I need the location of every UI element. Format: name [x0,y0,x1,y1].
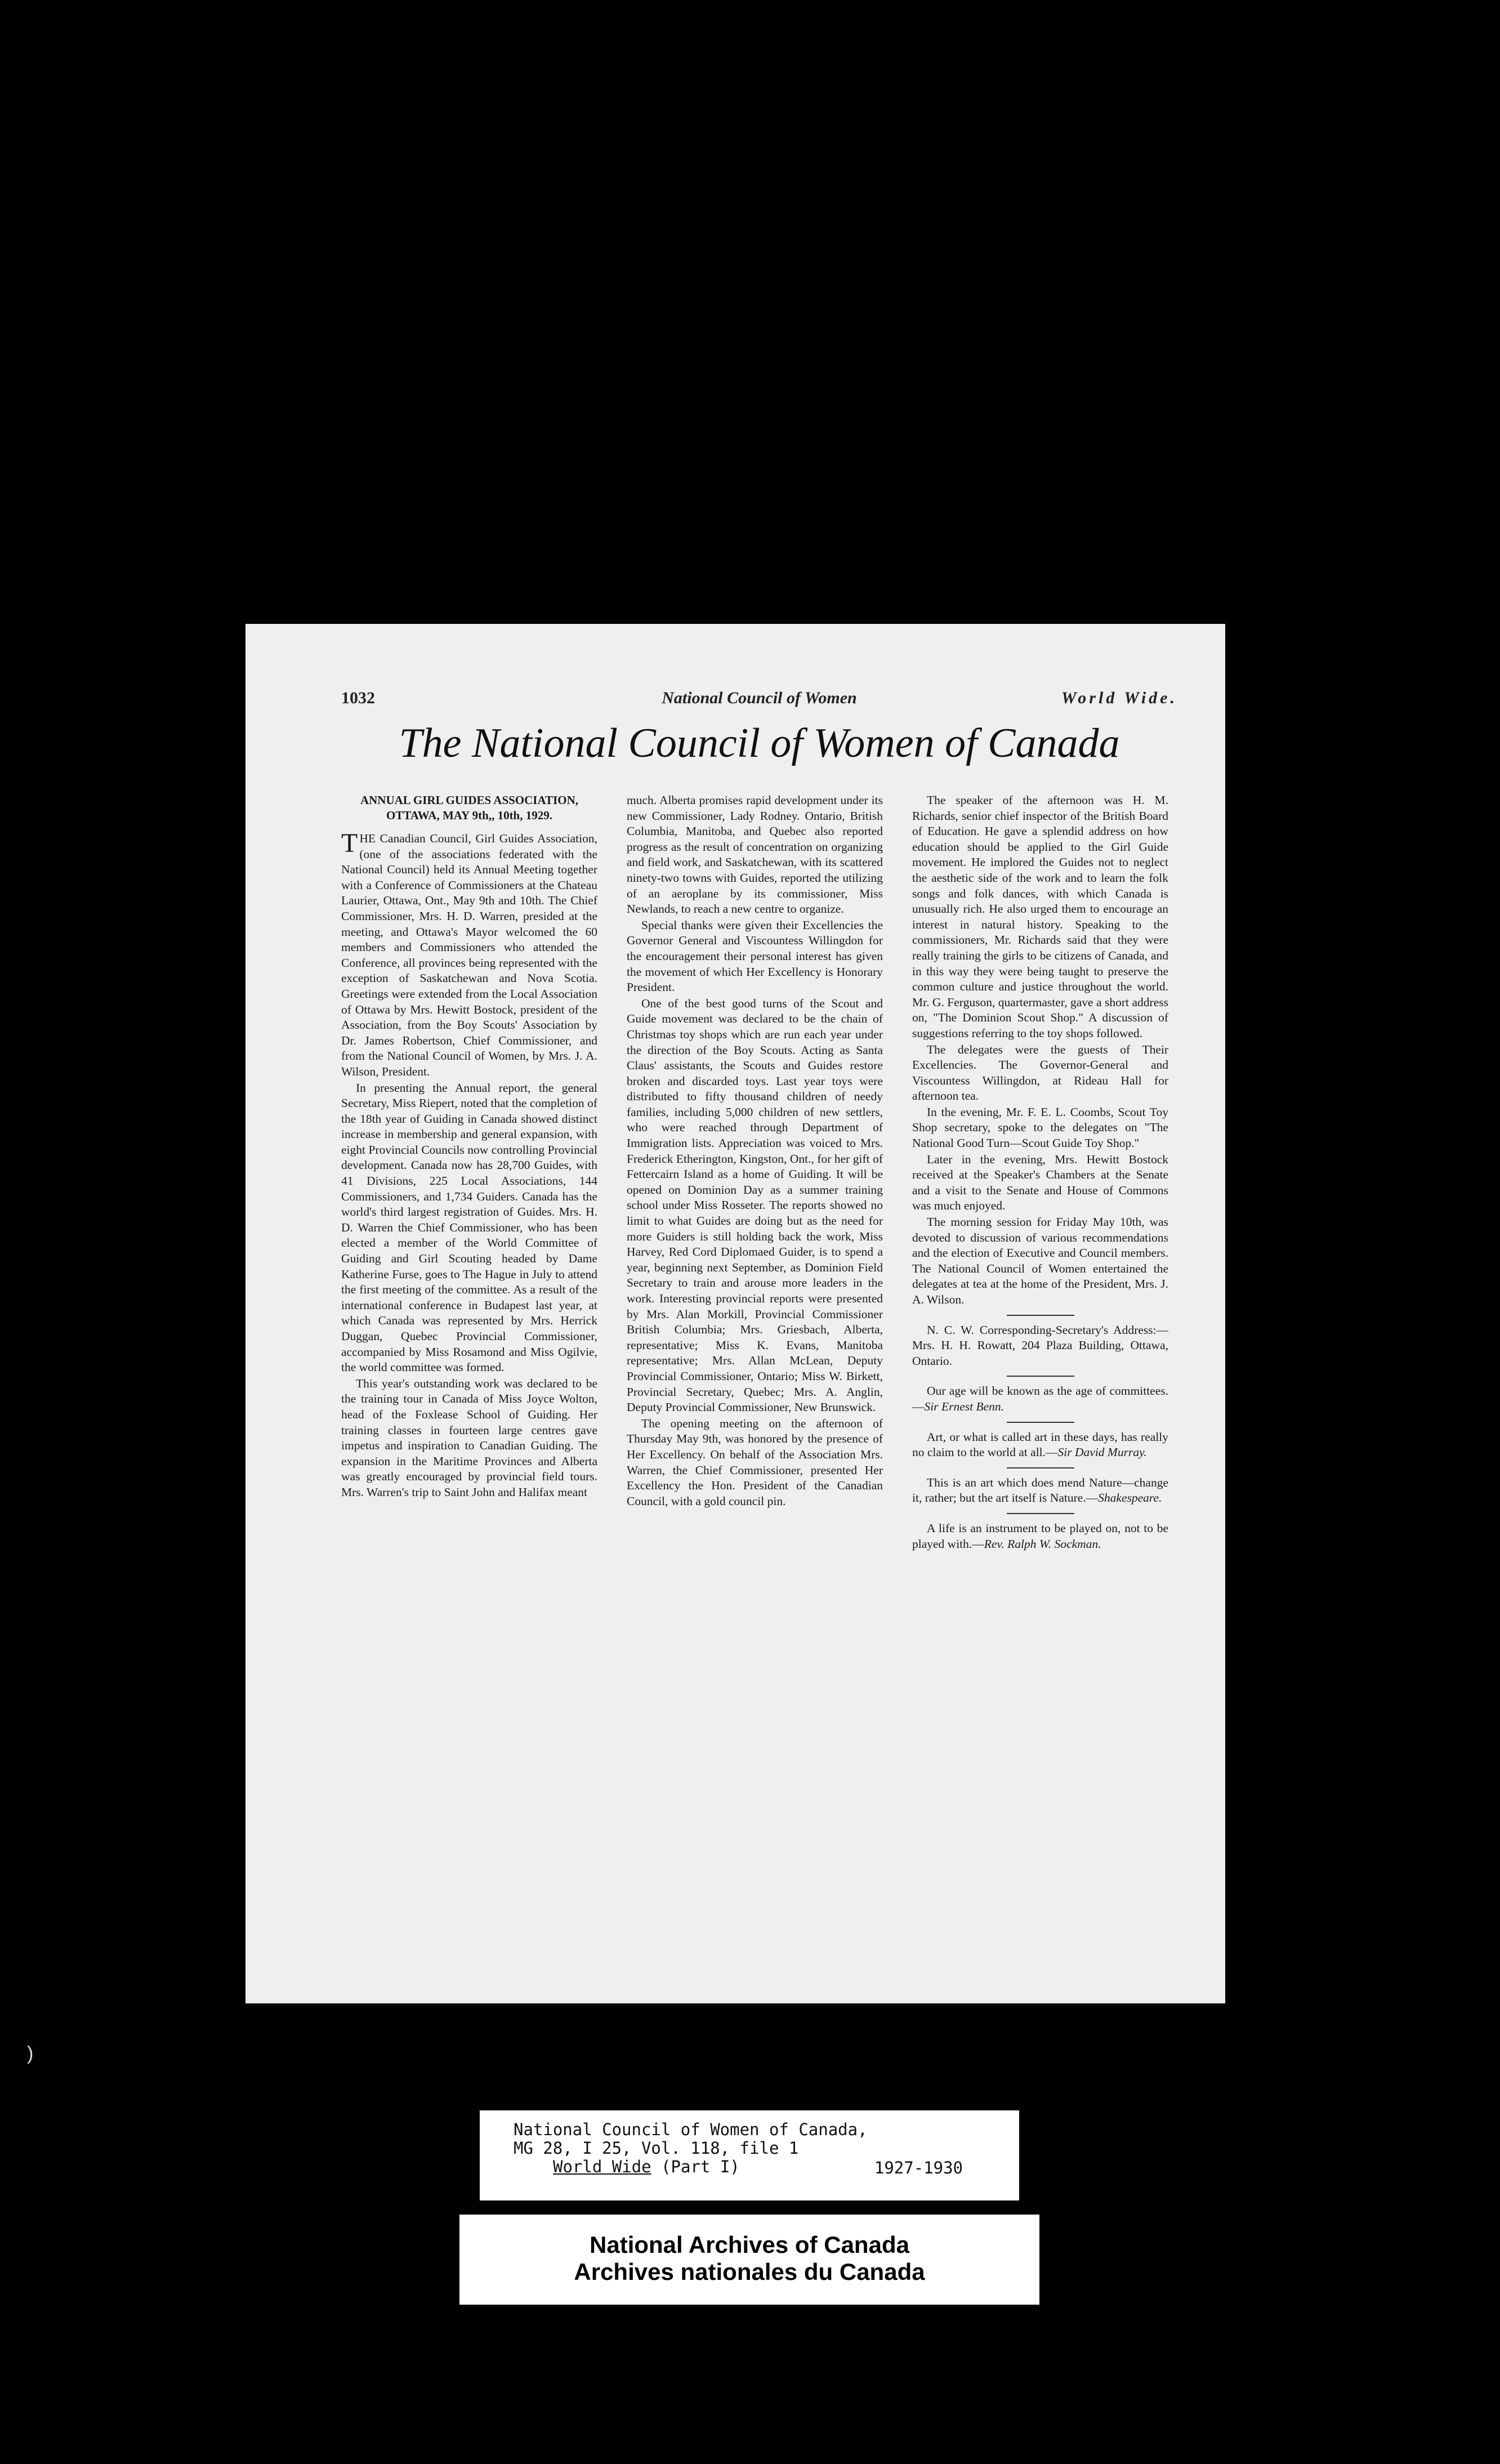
series-name: World Wide [553,2157,651,2176]
quote-attribution: Sir Ernest Benn. [924,1399,1005,1413]
label-line: MG 28, I 25, Vol. 118, file 1 [514,2139,799,2158]
page-number: 1032 [341,689,375,707]
paragraph: In presenting the Annual report, the general Secretary, Miss Riepert, noted that the completion of the 18th year of Guiding in Canada showed distinct increase in membership and general expansion, with eight Provincial Councils now controlling Provincial development. Canada now has 28,700 Guides, with 41 Divisions, 225 Local Associations, 144 Commissioners, and 1,734 Guiders. Canada has the world's third largest registration of Guides. Mrs. H. D. Warren the Chief Commissioner, who has been elected a member of the World Committee of Guiding and Girl Scouting headed by Dame Katherine Furse, goes to The Hague in July to attend the first meeting of the committee. As a result of the international conference in Budapest last year, at which Canada was represented by Mrs. Herrick Duggan, Quebec Provincial Commissioner, accompanied by Miss Rosamond and Miss Ogilvie, the world committee was formed. [341,1081,597,1374]
running-head: National Council of Women [662,689,857,707]
archive-stamp [459,2215,1039,2305]
column-1 [341,793,597,1501]
paragraph: THE Canadian Council, Girl Guides Association, (one of the associations federated with the National Council) held its Annual Meeting together with a Conference of Commissioners at the Chateau Laurier, Ottawa, Ont., May 9th and 10th. The Chief Commissioner, Mrs. H. D. Warren, presided at the meeting, and Ottawa's Mayor welcomed the 60 members and Commissioners who attended the Conference, all provinces being represented with the exception of Saskatchewan and Nova Scotia. Greetings were extended from the Local Association of Ottawa by Mrs. Hewitt Bostock, president of the Association, from the Boy Scouts' Association by Dr. James Robertson, Chief Commissioner, and from the National Council of Women, by Mrs. J. A. Wilson, President. [341,828,597,1078]
running-header [341,689,1177,715]
publication-name: World Wide. [1061,689,1177,707]
label-line: National Council of Women of Canada, [514,2120,868,2139]
paragraph: In the evening, Mr. F. E. L. Coombs, Scout Toy Shop secretary, spoke to the delegates on "The National Good Turn—Scout Guide Toy Shop." [912,1105,1168,1150]
paragraph: The opening meeting on the afternoon of Thursday May 9th, was honored by the presence of Her Excellency. On behalf of the Association Mrs. Warren, the Chief Commissioner, presented Her Excellency the Hon. President of the Canadian Council, with a gold council pin. [627,1416,883,1508]
archive-name-english: National Archives of Canada [590,2231,909,2258]
column-2 [627,793,883,1509]
paragraph: The delegates were the guests of Their Excellencies. The Governor-General and Viscountess Willingdon, at Rideau Hall for afternoon tea. [912,1042,1168,1103]
margin-mark: ) [27,2043,34,2064]
paragraph: The morning session for Friday May 10th, was devoted to discussion of various recommendations and the election of Executive and Council members. The National Council of Women entertained the delegates at tea at the home of the President, Mrs. J. A. Wilson. [912,1215,1168,1306]
series-part: (Part I) [661,2157,740,2176]
divider [1007,1513,1074,1514]
quote-attribution: Sir David Murray. [1057,1445,1147,1459]
paragraph: The speaker of the afternoon was H. M. Richards, senior chief inspector of the British Board of Education. He gave a splendid address on how education should be applied to the Girl Guide movement. He implored the Guides not to neglect the aesthetic side of the work and to learn the folk songs and folk dances, with which Canada is unusually rich. He also urged them to encourage an interest in natural history. Speaking to the commissioners, Mr. Richards said that they were really training the girls to be citizens of Canada, and in this way they were being taught to preserve the common culture and justice throughout the world. Mr. G. Ferguson, quartermaster, gave a short address on, "The Dominion Scout Shop." A discussion of suggestions referring to the toy shops followed. [912,793,1168,1040]
quote [912,1521,1168,1552]
paragraph: This year's outstanding work was declared to be the training tour in Canada of Miss Joyce Wolton, head of the Foxlease School of Guiding. Her training classes in fourteen large centres gave impetus and inspiration to Canadian Guiding. The expansion in the Maritime Provinces and Alberta was greatly encouraged by provincial field tours. Mrs. Warren's trip to Saint John and Halifax meant [341,1376,597,1499]
date-range: 1927-1930 [874,2158,963,2177]
paragraph: Special thanks were given their Excellencies the Governor General and Viscountess Willingdon for the encouragement their personal interest has given the movement of which Her Excellency is Honorary President. [627,918,883,994]
quote [912,1383,1168,1414]
quote-text: A life is an instrument to be played on, not to be played with.— [912,1521,1168,1551]
divider [1007,1315,1074,1316]
divider [1007,1376,1074,1377]
paragraph: Later in the evening, Mrs. Hewitt Bostock received at the Speaker's Chambers at the Senate and a visit to the Senate and House of Commons was much enjoyed. [912,1152,1168,1213]
archive-name-french: Archives nationales du Canada [574,2258,925,2285]
quote-text: Our age will be known as the age of committees.— [912,1384,1168,1413]
divider [1007,1422,1074,1423]
quote-attribution: Shakespeare. [1098,1491,1162,1505]
archive-reference-label [480,2110,1019,2200]
address-note: N. C. W. Corresponding-Secretary's Address:—Mrs. H. H. Rowatt, 204 Plaza Building, Ottawa, Ontario. [912,1323,1168,1368]
quote [912,1430,1168,1461]
paragraph: One of the best good turns of the Scout and Guide movement was declared to be the chain of Christmas toy shops which are run each year under the direction of the Boy Scouts. Acting as Santa Claus' assistants, the Scouts and Guides restore broken and discarded toys. Last year toys were distributed to fifty thousand children of needy families, including 5,000 children of new settlers, who were reached through Department of Immigration lists. Appreciation was voiced to Mrs. Frederick Etherington, Kingston, Ont., for her gift of Fettercairn Island as a home of Guiding. It will be opened on Dominion Day as a summer training school under Miss Rosseter. The reports showed no limit to what Guides are doing but as the need for more Guiders is still holding back the work, Miss Harvey, Red Cord Diplomaed Guider, is to spend a year, beginning next September, as Dominion Field Secretary to train and arouse more leaders in the work. Interesting provincial reports were presented by Mrs. Alan Morkill, Provincial Commissioner British Columbia; Mrs. Griesbach, Alberta, representative; Miss K. Evans, Manitoba representative; Mrs. Allan McLean, Deputy Provincial Commissioner, Ontario; Miss W. Birkett, Provincial Secretary, Quebec; Mrs. A. Anglin, Deputy Provincial Commissioner, New Brunswick. [627,996,883,1414]
document-page [245,624,1225,2003]
divider [1007,1467,1074,1468]
article-subhead: ANNUAL GIRL GUIDES ASSOCIATION, OTTAWA, MAY 9th,, 10th, 1929. [360,793,579,822]
paragraph: much. Alberta promises rapid development under its new Commissioner, Lady Rodney. Ontario, British Columbia, Manitoba, and Quebec also reported progress as the result of concentration on organizing and field work, and Saskatchewan, with its scattered ninety-two towns with Guides, reported the utilizing of an aeroplane by its commissioner, Miss Newlands, to reach a new centre to organize. [627,793,883,916]
article-title: The National Council of Women of Canada [399,720,1120,766]
quote-text: Art, or what is called art in these days, has really no claim to the world at all.— [912,1430,1168,1459]
quote-attribution: Rev. Ralph W. Sockman. [984,1537,1101,1551]
column-3 [912,793,1168,1552]
quote [912,1475,1168,1506]
quote-text: This is an art which does mend Nature—change it, rather; but the art itself is Nature.— [912,1475,1168,1505]
